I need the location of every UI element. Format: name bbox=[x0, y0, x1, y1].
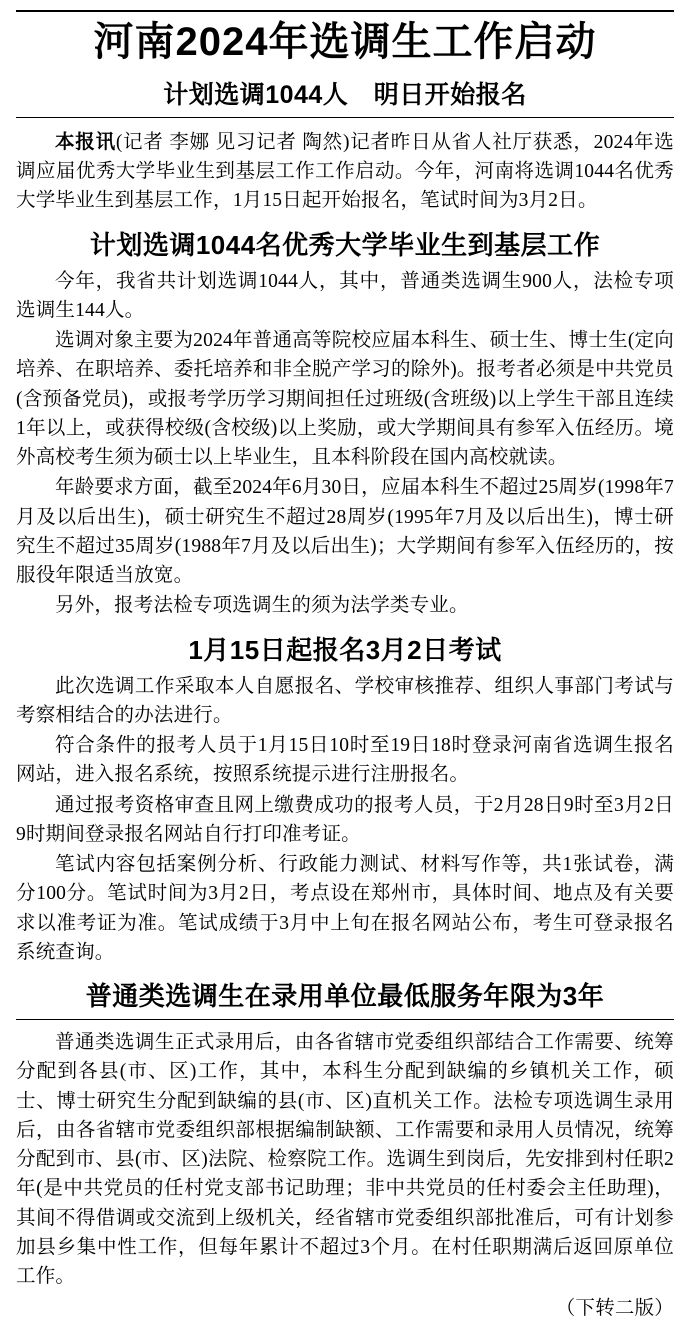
lead-body-text: 记者昨日从省人社厅获悉，2024年选调应届优秀大学毕业生到基层工作工作启动。今年，河南将选调1044名优秀大学毕业生到基层工作，1月15日起开始报名，笔试时间为3月2日。 bbox=[16, 131, 674, 212]
section-1-paragraph-4: 另外，报考法检专项选调生的须为法学类专业。 bbox=[55, 595, 469, 617]
lead-source-label: 本报讯 bbox=[55, 131, 116, 153]
section-title-2: 1月15日起报名3月2日考试 bbox=[188, 634, 502, 665]
lead-byline: (记者 李娜 见习记者 陶然) bbox=[115, 131, 350, 153]
section-2-paragraph-2: 符合条件的报考人员于1月15日10时至19日18时登录河南省选调生报名网站，进入报名系统，按照系统提示进行注册报名。 bbox=[16, 735, 674, 786]
page-title: 河南2024年选调生工作启动 bbox=[93, 20, 597, 64]
section-1-paragraph-2: 选调对象主要为2024年普通高等院校应届本科生、硕士生、博士生(定向培养、在职培养、委托培养和非全脱产学习的除外)。报考者必须是中共党员(含预备党员)，或报考学历学习期间担任过班级(含班级)以上学生干部且连续1年以上，或获得校级(含校级)以上奖励，或大学期间具有参军入伍经历。境外高校考生须为硕士以上毕业生，且本科阶段在国内高校就读。 bbox=[16, 330, 674, 469]
section-1-paragraph-1: 今年，我省共计划选调1044人，其中，普通类选调生900人，法检专项选调生144人。 bbox=[16, 270, 674, 321]
section-3-paragraph-1: 普通类选调生正式录用后，由各省辖市党委组织部结合工作需要、统筹分配到各县(市、区)工作，其中，本科生分配到缺编的乡镇机关工作，硕士、博士研究生分配到缺编的县(市、区)直机关工作。法检专项选调生录用后，由各省辖市党委组织部根据编制缺额、工作需要和录用人员情况，统筹分配到市、县(市、区)法院、检察院工作。选调生到岗后，先安排到村任职2年(是中共党员的任村党支部书记助理；非中共党员的任村委会主任助理)，其间不得借调或交流到上级机关，经省辖市党委组织部批准后，可有计划参加县乡集中性工作，但每年累计不超过3个月。在村任职期满后返回原单位工作。 bbox=[16, 1032, 674, 1288]
section-2-paragraph-1: 此次选调工作采取本人自愿报名、学校审核推荐、组织人事部门考试与考察相结合的办法进行。 bbox=[16, 675, 674, 726]
top-divider bbox=[16, 10, 674, 12]
section-1-paragraph-3: 年龄要求方面，截至2024年6月30日，应届本科生不超过25周岁(1998年7月及以后出生)，硕士研究生不超过28周岁(1995年7月及以后出生)，博士研究生不超过35周岁(1988年7月及以后出生)；大学期间有参军入伍经历的，按服役年限适当放宽。 bbox=[16, 477, 674, 587]
section-2-paragraph-3: 通过报考资格审查且网上缴费成功的报考人员，于2月28日9时至3月2日9时期间登录报名网站自行打印准考证。 bbox=[16, 794, 674, 845]
section-title-1: 计划选调1044名优秀大学毕业生到基层工作 bbox=[89, 229, 601, 260]
continuation-note: （下转二版） bbox=[555, 1298, 674, 1320]
section-2-paragraph-4: 笔试内容包括案例分析、行政能力测试、材料写作等，共1张试卷，满分100分。笔试时间为3月2日，考点设在郑州市，具体时间、地点及有关要求以准考证为准。笔试成绩于3月中上旬在报名网站公布，考生可登录报名系统查询。 bbox=[16, 854, 674, 963]
subheadline-divider bbox=[16, 117, 674, 118]
article-subheadline: 计划选调1044人 明日开始报名 bbox=[163, 80, 527, 109]
section-title-3: 普通类选调生在录用单位最低服务年限为3年 bbox=[16, 976, 674, 1020]
lead-paragraph bbox=[16, 128, 674, 216]
